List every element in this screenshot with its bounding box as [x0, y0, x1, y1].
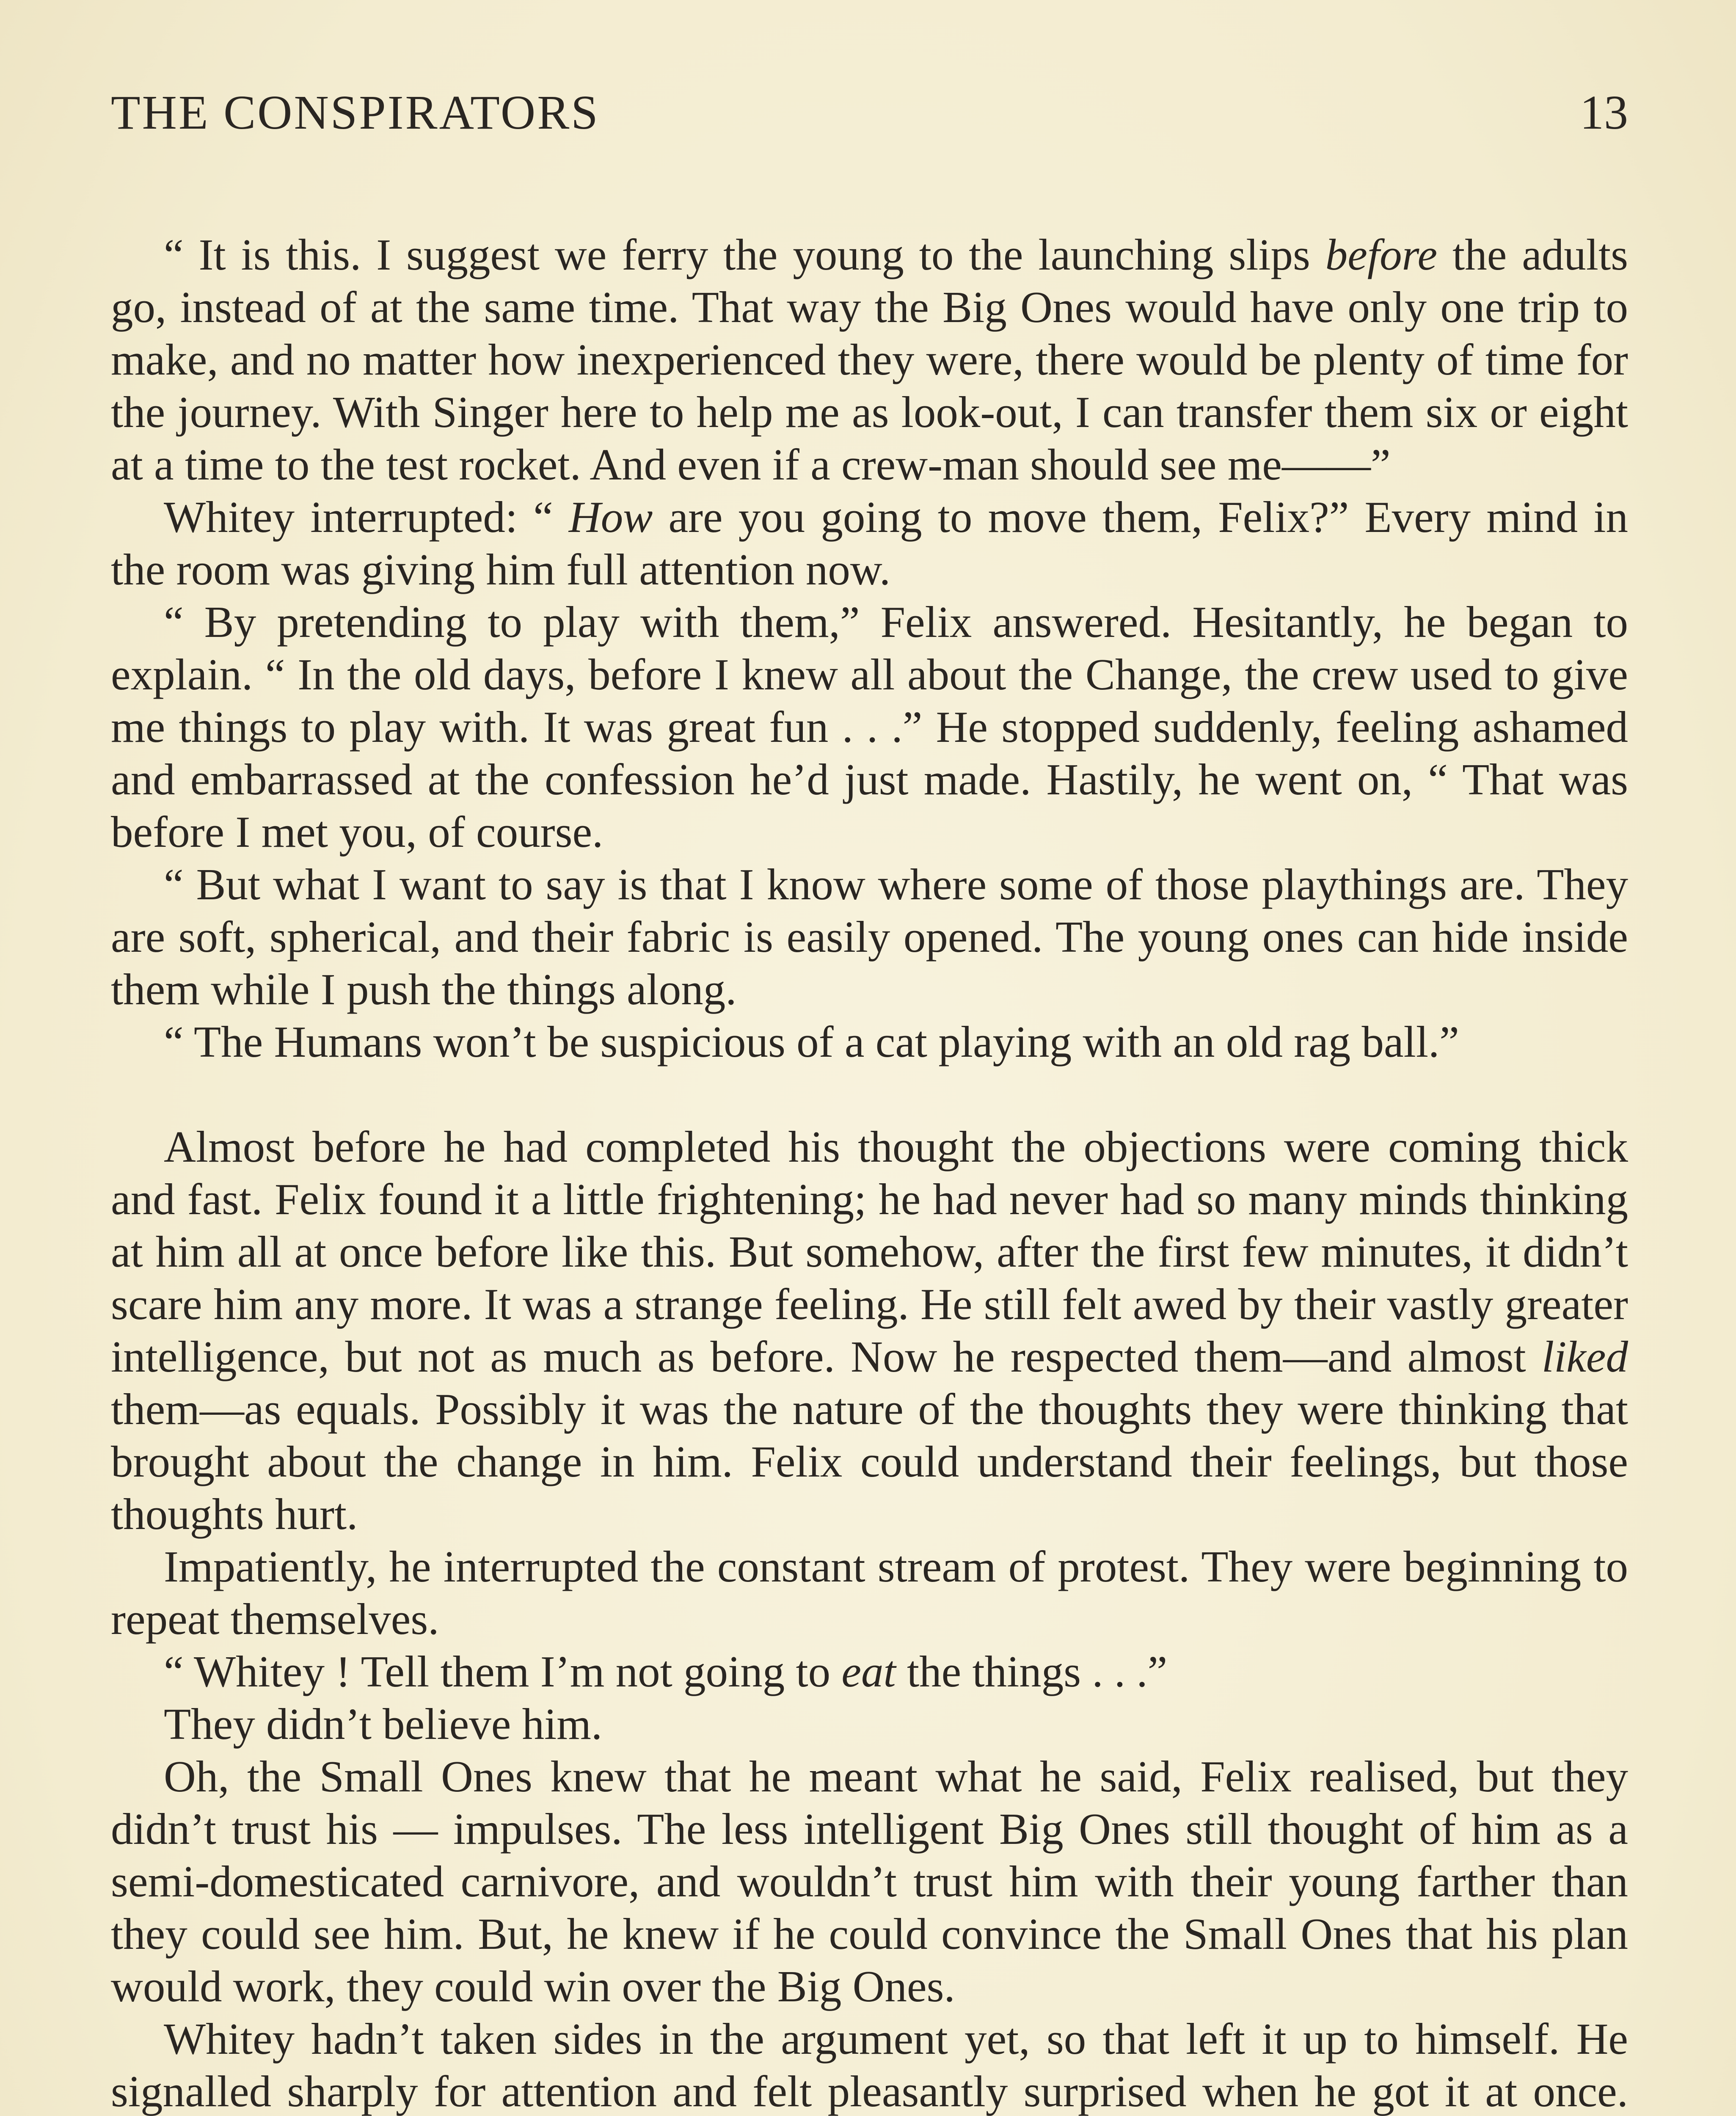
paragraph [111, 858, 1628, 1016]
section-break [111, 1068, 1628, 1121]
text-run: Whitey interrupted: “ [164, 492, 569, 542]
paragraph [111, 491, 1628, 596]
paragraph [111, 1698, 1628, 1750]
running-head [111, 85, 1628, 157]
paragraph [111, 1645, 1628, 1698]
paragraph [111, 1540, 1628, 1645]
paragraph [111, 1121, 1628, 1540]
text-run: “ But what I want to say is that I know where some of those playthings are. They are soft, spherical, and their fabric is easily opened. The young ones can hide inside them while I push the things along. [111, 860, 1628, 1014]
text-run: “ By pretending to play with them,” Felix answered. Hesitantly, he began to explain. “ In the old days, before I knew all about the Change, the crew used to give me things to play with. It was great fun . . .” He stopped suddenly, feeling ashamed and embarrassed at the confession he’d just made. Hastily, he went on, “ That was before I met you, of course. [111, 597, 1628, 857]
running-title: THE CONSPIRATORS [111, 85, 600, 139]
book-page [111, 85, 1628, 2116]
italic-text: before [1325, 230, 1438, 279]
italic-text: How [568, 492, 653, 542]
text-run: are you going to move them, Felix?” Every mind in the room was giving him full attention now. [111, 492, 1628, 594]
text-run: “ It is this. I suggest we ferry the young to the launching slips [164, 230, 1325, 279]
text-run: Oh, the Small Ones knew that he meant what he said, Felix realised, but they didn’t trust his — impulses. The less intelligent Big Ones still thought of him as a semi-domesticated carnivore, and wouldn’t trust him with their young farther than they could see him. But, he knew if he could convince the Small Ones that his plan would work, they could win over the Big Ones. [111, 1752, 1628, 2011]
text-run: “ Whitey ! Tell them I’m not going to [164, 1647, 842, 1696]
paragraph [111, 2013, 1628, 2116]
text-run: the things . . .” [896, 1647, 1168, 1696]
paragraph [111, 229, 1628, 491]
text-run: them—as equals. Possibly it was the nature of the thoughts they were thinking that brought about the change in him. Felix could understand their feelings, but those thoughts hurt. [111, 1384, 1628, 1539]
text-run: Whitey hadn’t taken sides in the argument yet, so that left it up to himself. He signalled sharply for attention and felt pleasantly surprised when he got it at once. [111, 2014, 1628, 2116]
text-run: the adults go, instead of at the same time. That way the Big Ones would have only one trip to make, and no matter how inexperienced they were, there would be plenty of time for the journey. With Singer here to help me as look-out, I can transfer them six or eight at a time to the test rocket. And even if a crew-man should see me——” [111, 230, 1629, 489]
paragraph [111, 596, 1628, 858]
paragraph [111, 1016, 1628, 1068]
text-run: “ The Humans won’t be suspicious of a cat playing with an old rag ball.” [164, 1017, 1459, 1066]
text-run: Almost before he had completed his thought the objections were coming thick and fast. Felix found it a little frightening; he had never had so many minds thinking at him all at once before like this. But somehow, after the first few minutes, it didn’t scare him any more. It was a strange feeling. He still felt awed by their vastly greater intelligence, but not as much as before. Now he respected them—and almost [111, 1122, 1628, 1381]
text-run: They didn’t believe him. [164, 1699, 603, 1749]
page-number: 13 [1580, 85, 1628, 139]
paragraph [111, 1750, 1628, 2013]
body-text [111, 229, 1628, 2116]
italic-text: liked [1541, 1332, 1628, 1381]
text-run: Impatiently, he interrupted the constant stream of protest. They were beginning to repeat themselves. [111, 1542, 1628, 1644]
italic-text: eat [841, 1647, 896, 1696]
